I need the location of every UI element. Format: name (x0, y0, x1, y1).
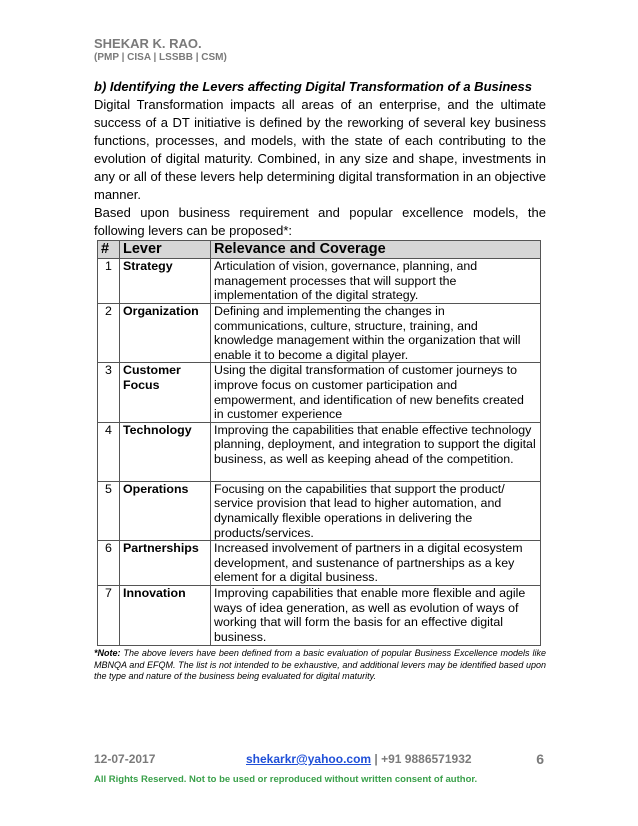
email-link[interactable]: shekarkr@yahoo.com (246, 752, 372, 766)
row-number: 1 (98, 259, 120, 304)
row-description: Increased involvement of partners in a digital ecosystem development, and sustenance of partnerships as a key element for a digital business. (211, 541, 541, 586)
rights-notice: All Rights Reserved. Not to be used or reproduced without written consent of author. (94, 774, 478, 785)
row-description: Focusing on the capabilities that support the product/ service provision that lead to higher automation, and dynamically flexible operations in delivering the products/services. (211, 481, 541, 540)
row-lever: Customer Focus (120, 363, 211, 422)
table-row (98, 304, 541, 363)
row-lever: Strategy (120, 259, 211, 304)
row-description: Using the digital transformation of customer journeys to improve focus on customer participation and empowerment, and identification of new benefits created in customer experience (211, 363, 541, 422)
levers-intro-paragraph: Based upon business requirement and popular excellence models, the following levers can be proposed*: (94, 205, 546, 238)
table-row (98, 422, 541, 481)
levers-table (97, 240, 541, 646)
row-number: 7 (98, 586, 120, 645)
row-number: 2 (98, 304, 120, 363)
document-header (94, 36, 227, 64)
page-footer (94, 752, 546, 772)
table-header-row (98, 241, 541, 259)
footnote-label: *Note: (94, 648, 121, 658)
header-lever: Lever (120, 241, 211, 259)
row-lever: Innovation (120, 586, 211, 645)
header-number: # (98, 241, 120, 259)
footer-phone: | +91 9886571932 (371, 752, 472, 766)
row-lever: Operations (120, 481, 211, 540)
row-description: Defining and implementing the changes in communications, culture, structure, training, and knowledge management within the organization that will enable it to become a digital player. (211, 304, 541, 363)
row-number: 4 (98, 422, 120, 481)
section-content (94, 78, 546, 240)
row-lever: Organization (120, 304, 211, 363)
table-row (98, 541, 541, 586)
row-description: Improving the capabilities that enable effective technology planning, deployment, and integration to support the digital business, as well as keeping ahead of the competition. (211, 422, 541, 481)
row-lever: Partnerships (120, 541, 211, 586)
intro-paragraph: Digital Transformation impacts all areas of an enterprise, and the ultimate success of a DT initiative is defined by the reworking of several key business functions, processes, and models, with the state of each contributing to the evolution of digital maturity. Combined, in any size and shape, investments in any or all of these levers help determining digital transformation in an objective manner. (94, 97, 546, 202)
author-certifications: (PMP | CISA | LSSBB | CSM) (94, 52, 227, 63)
row-description: Articulation of vision, governance, planning, and management processes that will support the implementation of the digital strategy. (211, 259, 541, 304)
row-number: 6 (98, 541, 120, 586)
row-number: 5 (98, 481, 120, 540)
table-row (98, 586, 541, 645)
footnote (94, 648, 546, 683)
row-description: Improving capabilities that enable more flexible and agile ways of idea generation, as well as evolution of ways of working that will form the basis for an effective digital business. (211, 586, 541, 645)
header-relevance: Relevance and Coverage (211, 241, 541, 259)
table-row (98, 481, 541, 540)
row-number: 3 (98, 363, 120, 422)
page-number: 6 (536, 751, 544, 767)
footer-contact (246, 752, 472, 766)
section-title: b) Identifying the Levers affecting Digital Transformation of a Business (94, 79, 532, 94)
footnote-text: The above levers have been defined from a basic evaluation of popular Business Excellence models like MBNQA and EFQM. The list is not intended to be exhaustive, and additional levers may be identified based upon the type and nature of the business being evaluated for digital maturity. (94, 648, 546, 681)
table-row (98, 259, 541, 304)
author-name: SHEKAR K. RAO. (94, 36, 202, 51)
table-row (98, 363, 541, 422)
footer-date: 12-07-2017 (94, 752, 156, 766)
row-lever: Technology (120, 422, 211, 481)
